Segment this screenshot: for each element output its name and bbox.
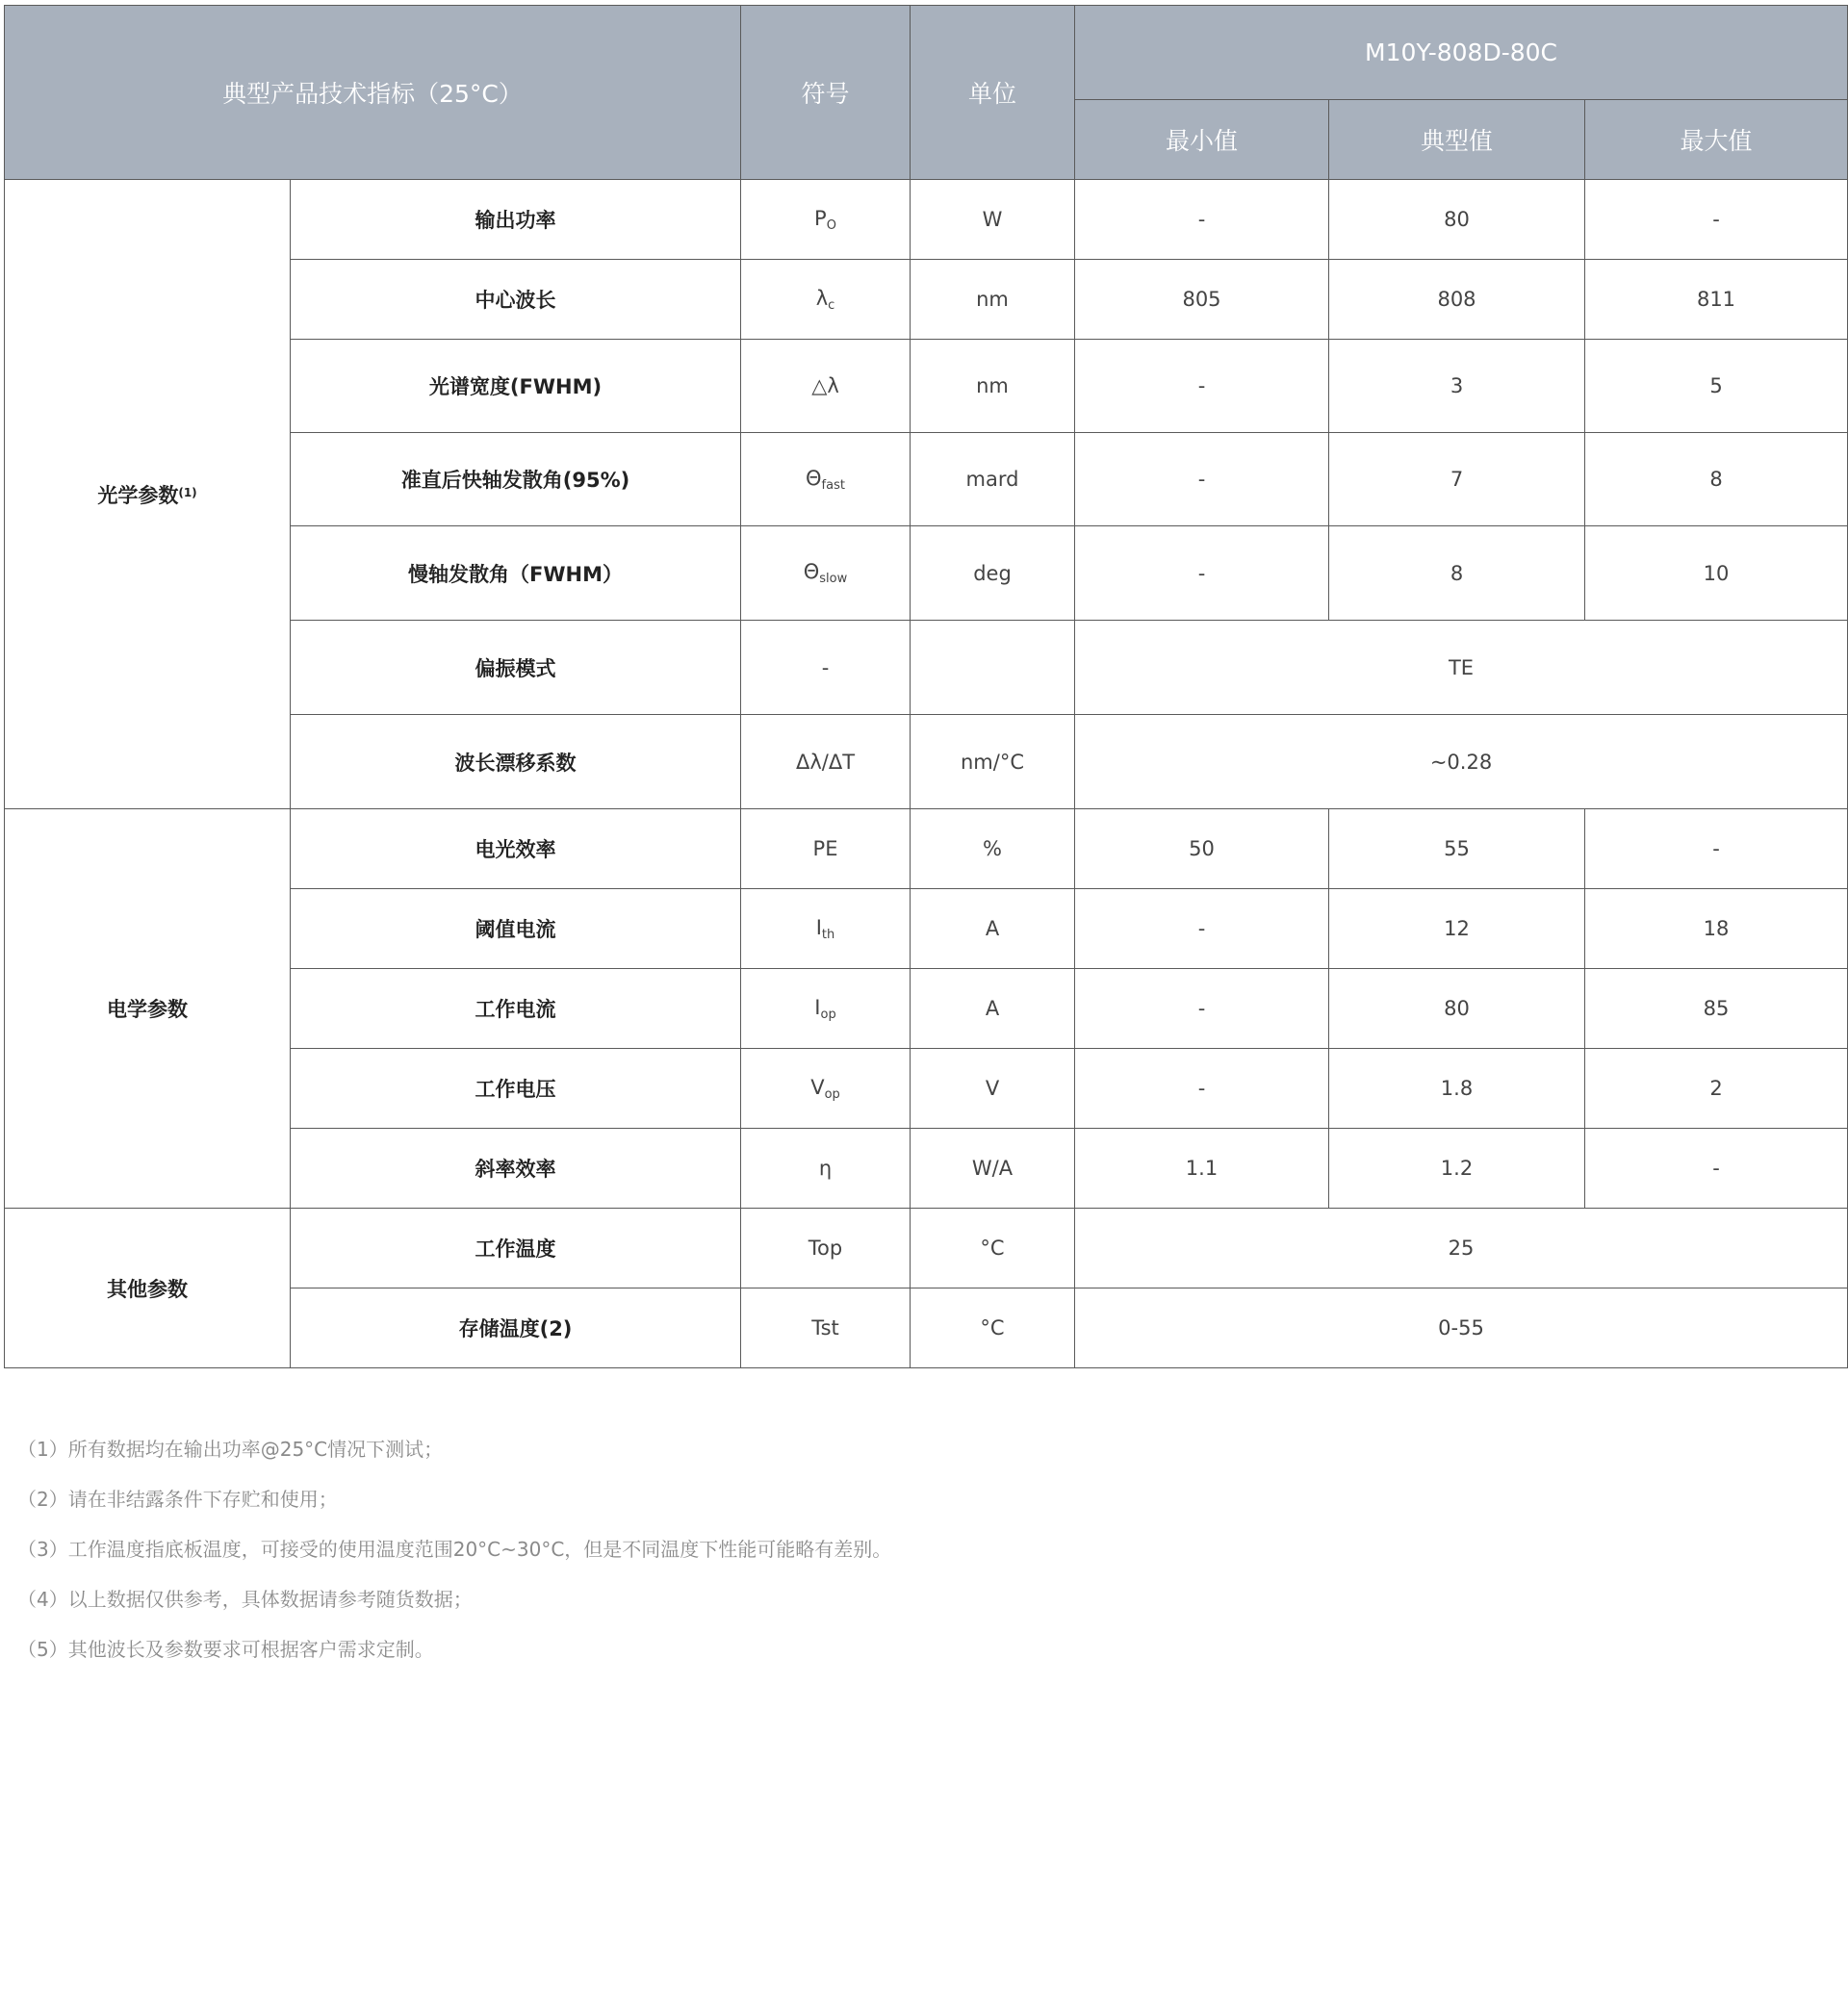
param-symbol: $P_O$ xyxy=(741,180,911,260)
value-typ: 80 xyxy=(1329,180,1585,260)
param-name: 中心波长 xyxy=(291,260,741,340)
table-row xyxy=(5,180,1848,260)
typ-header: 典型值 xyxy=(1329,100,1585,180)
param-unit: nm/°C xyxy=(911,715,1075,809)
param-name: 偏振模式 xyxy=(291,621,741,715)
value-typ: 7 xyxy=(1329,433,1585,526)
value-max: 18 xyxy=(1585,889,1848,969)
symbol-header: 符号 xyxy=(741,6,911,180)
value-max: 5 xyxy=(1585,340,1848,433)
param-unit: nm xyxy=(911,340,1075,433)
footnote-2: （2）请在非结露条件下存贮和使用； xyxy=(17,1488,338,1511)
value-max: 10 xyxy=(1585,526,1848,621)
param-symbol: $\Theta_{slow}$ xyxy=(741,526,911,621)
value-max: 85 xyxy=(1585,969,1848,1049)
value-typ: 80 xyxy=(1329,969,1585,1049)
footnotes xyxy=(17,1434,1365,1684)
value-max: - xyxy=(1585,1129,1848,1209)
value-typ: 8 xyxy=(1329,526,1585,621)
param-symbol: η xyxy=(741,1129,911,1209)
unit-header: 单位 xyxy=(911,6,1075,180)
param-name: 光谱宽度(FWHM) xyxy=(291,340,741,433)
value-typ: 1.2 xyxy=(1329,1129,1585,1209)
value-max: - xyxy=(1585,809,1848,889)
param-name: 准直后快轴发散角(95%) xyxy=(291,433,741,526)
value-min: - xyxy=(1075,180,1329,260)
value-max: 811 xyxy=(1585,260,1848,340)
value-min: - xyxy=(1075,340,1329,433)
value-min: - xyxy=(1075,889,1329,969)
table-row xyxy=(5,1209,1848,1288)
value-min: 50 xyxy=(1075,809,1329,889)
param-unit: nm xyxy=(911,260,1075,340)
param-symbol: $\Theta_{fast}$ xyxy=(741,433,911,526)
param-unit: mard xyxy=(911,433,1075,526)
param-name: 工作温度 xyxy=(291,1209,741,1288)
param-unit: A xyxy=(911,889,1075,969)
spec-title-header: 典型产品技术指标（25°C） xyxy=(5,6,741,180)
value-merged: 0-55 xyxy=(1075,1288,1848,1368)
param-symbol: - xyxy=(741,621,911,715)
param-unit: % xyxy=(911,809,1075,889)
value-max: 2 xyxy=(1585,1049,1848,1129)
param-name: 阈值电流 xyxy=(291,889,741,969)
value-min: 805 xyxy=(1075,260,1329,340)
group-other: 其他参数 xyxy=(5,1209,291,1368)
group-optical: 光学参数$^{(1)}$ xyxy=(5,180,291,809)
min-header: 最小值 xyxy=(1075,100,1329,180)
param-symbol: $I_{th}$ xyxy=(741,889,911,969)
param-name: 输出功率 xyxy=(291,180,741,260)
footnote-4: （4）以上数据仅供参考，具体数据请参考随货数据； xyxy=(17,1588,473,1611)
value-merged: TE xyxy=(1075,621,1848,715)
param-name: 工作电压 xyxy=(291,1049,741,1129)
value-merged: ~0.28 xyxy=(1075,715,1848,809)
param-unit: W xyxy=(911,180,1075,260)
param-name: 工作电流 xyxy=(291,969,741,1049)
value-min: 1.1 xyxy=(1075,1129,1329,1209)
param-symbol: Top xyxy=(741,1209,911,1288)
param-symbol: Tst xyxy=(741,1288,911,1368)
spec-table xyxy=(4,5,1848,1368)
value-max: 8 xyxy=(1585,433,1848,526)
param-name: 电光效率 xyxy=(291,809,741,889)
value-typ: 808 xyxy=(1329,260,1585,340)
param-name: 存储温度(2) xyxy=(291,1288,741,1368)
param-unit: °C xyxy=(911,1209,1075,1288)
param-symbol: $V_{op}$ xyxy=(741,1049,911,1129)
value-typ: 55 xyxy=(1329,809,1585,889)
value-min: - xyxy=(1075,969,1329,1049)
param-unit: °C xyxy=(911,1288,1075,1368)
max-header: 最大值 xyxy=(1585,100,1848,180)
param-symbol: △λ xyxy=(741,340,911,433)
param-symbol: Δλ/ΔT xyxy=(741,715,911,809)
param-symbol: PE xyxy=(741,809,911,889)
param-unit: V xyxy=(911,1049,1075,1129)
param-symbol: $\lambda_c$ xyxy=(741,260,911,340)
value-min: - xyxy=(1075,1049,1329,1129)
value-merged: 25 xyxy=(1075,1209,1848,1288)
footnote-5: （5）其他波长及参数要求可根据客户需求定制。 xyxy=(17,1638,434,1661)
param-symbol: $I_{op}$ xyxy=(741,969,911,1049)
param-unit: A xyxy=(911,969,1075,1049)
param-unit: W/A xyxy=(911,1129,1075,1209)
value-typ: 1.8 xyxy=(1329,1049,1585,1129)
table-row xyxy=(5,809,1848,889)
param-name: 斜率效率 xyxy=(291,1129,741,1209)
value-typ: 3 xyxy=(1329,340,1585,433)
model-header: M10Y-808D-80C xyxy=(1075,6,1848,100)
footnote-1: （1）所有数据均在输出功率@25°C情况下测试； xyxy=(17,1438,444,1461)
footnote-3: （3）工作温度指底板温度，可接受的使用温度范围20°C~30°C，但是不同温度下性能可能略有差别。 xyxy=(17,1538,892,1561)
param-name: 波长漂移系数 xyxy=(291,715,741,809)
value-typ: 12 xyxy=(1329,889,1585,969)
param-name: 慢轴发散角（FWHM） xyxy=(291,526,741,621)
param-unit: deg xyxy=(911,526,1075,621)
value-max: - xyxy=(1585,180,1848,260)
param-unit xyxy=(911,621,1075,715)
value-min: - xyxy=(1075,433,1329,526)
value-min: - xyxy=(1075,526,1329,621)
group-electrical: 电学参数 xyxy=(5,809,291,1209)
